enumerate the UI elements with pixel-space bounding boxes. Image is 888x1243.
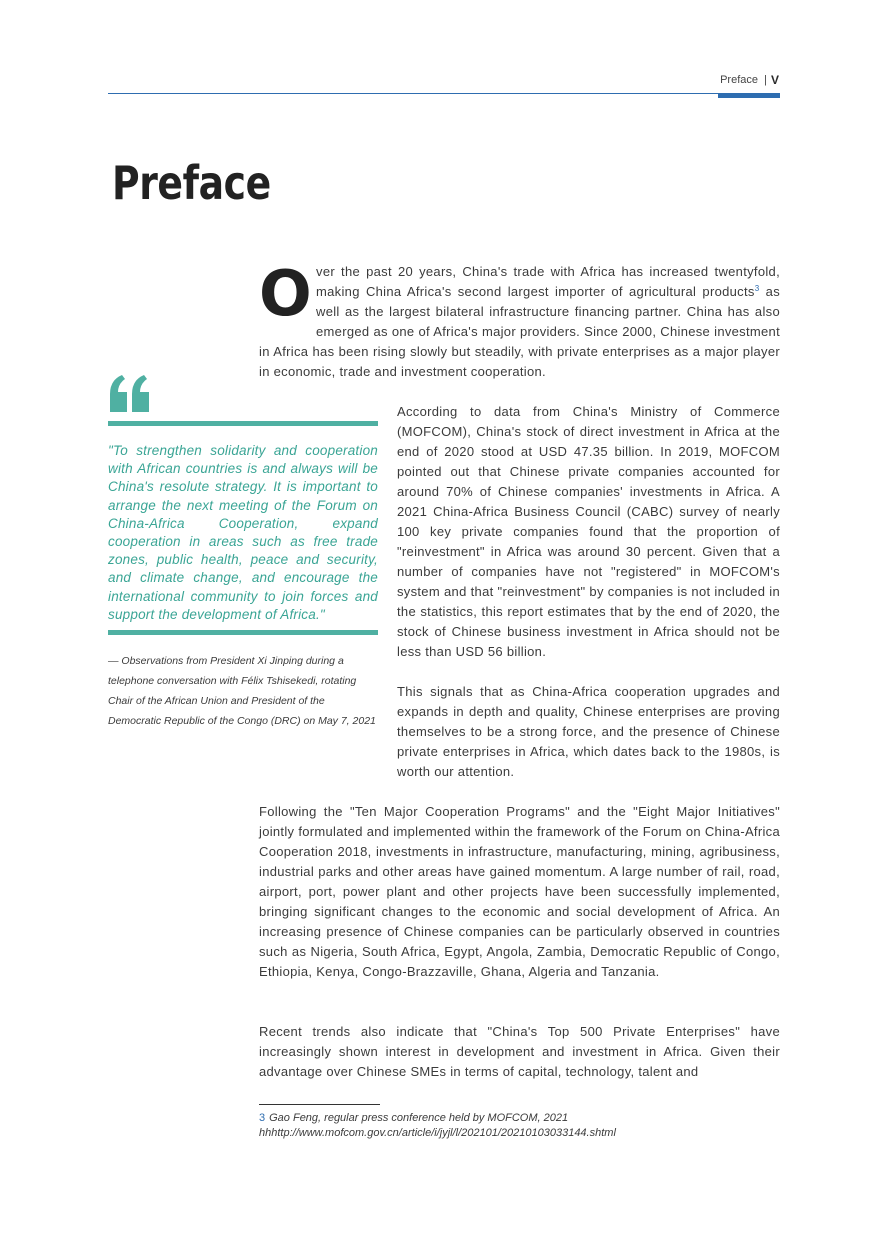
header-rule	[108, 93, 780, 94]
page-title: Preface	[112, 156, 271, 210]
pullquote-text: "To strengthen solidarity and cooperation with African countries is and always will be China's resolute strategy. It is important to arrange the next meeting of the Forum on China-Africa Cooperation, expand cooperation in areas such as free trade zones, public health, peace and security, and climate change, and encourage the international community to join forces and support the development of Africa."	[108, 443, 378, 622]
paragraph-intro-part1: ver the past 20 years, China's trade with Africa has increased twentyfold, making China Africa's second largest importer of agricultural products	[316, 264, 780, 299]
paragraph-mofcom-data: According to data from China's Ministry of Commerce (MOFCOM), China's stock of direct investment in Africa at the end of 2020 stood at USD 47.35 billion. In 2019, MOFCOM pointed out that Chinese private companies accounted for around 70% of Chinese companies' investments in Africa. A 2021 China-Africa Business Council (CABC) survey of nearly 100 key private companies found that the proportion of "reinvestment" in Africa was around 30 percent. Given that a number of companies have not "registered" in MOFCOM's system and that "reinvestment" by companies is not included in the statistics, this report estimates that by the end of 2020, the stock of Chinese business investment in Africa should not be less than USD 56 billion.	[397, 404, 780, 659]
footnote	[259, 1111, 780, 1141]
header-page-number: V	[771, 73, 780, 87]
pullquote-rule-bottom	[108, 630, 378, 635]
paragraph-signals: This signals that as China-Africa cooperation upgrades and expands in depth and quality, Chinese enterprises are proving themselves to be a strong force, and the presence of Chinese private enterprises in Africa, which dates back to the 1980s, is worth our attention.	[397, 684, 780, 779]
paragraph-intro	[259, 257, 780, 382]
footnote-text[interactable]: Gao Feng, regular press conference held by MOFCOM, 2021 hhhttp://www.mofcom.gov.cn/article/i/jyjl/l/202101/20210103033144.shtml	[259, 1112, 616, 1139]
paragraph-intro-part2: as well as the largest bilateral infrastructure financing partner. China has also emerged as one of Africa's major providers. Since 2000, Chinese investment in Africa has been rising slowly but steadily, with private enterprises as a major player in economic, trade and investment cooperation.	[259, 284, 780, 379]
footnote-number: 3	[259, 1112, 266, 1124]
header-section-label: Preface	[720, 74, 758, 86]
header-separator: |	[764, 74, 767, 86]
quote-mark-icon	[108, 374, 152, 412]
pullquote-rule-top	[108, 421, 378, 426]
footnote-reference[interactable]: 3	[754, 284, 760, 293]
paragraph-focac: Following the "Ten Major Cooperation Programs" and the "Eight Major Initiatives" jointly formulated and implemented within the framework of the Forum on China-Africa Cooperation 2018, investments in infrastructure, manufacturing, mining, agribusiness, industrial parks and other areas have gained momentum. A large number of rail, road, airport, port, power plant and other projects have been successfully implemented, bringing significant changes to the economic and social development of Africa. An increasing presence of Chinese companies can be particularly observed in countries such as Nigeria, South Africa, Egypt, Angola, Zambia, Democratic Republic of Congo, Ethiopia, Kenya, Congo-Brazzaville, Ghana, Algeria and Tanzania.	[259, 804, 780, 979]
drop-cap: O	[259, 257, 313, 330]
header-accent-bar	[718, 93, 780, 98]
pullquote-attribution: — Observations from President Xi Jinping during a telephone conversation with Félix Tshisekedi, rotating Chair of the African Union and President of the Democratic Republic of the Congo (DRC) on May 7, 2021	[108, 655, 376, 727]
footnote-rule	[259, 1104, 380, 1105]
paragraph-recent-trends: Recent trends also indicate that "China's Top 500 Private Enterprises" have increasingly shown interest in development and investment in Africa. Given their advantage over Chinese SMEs in terms of capital, technology, talent and	[259, 1024, 780, 1079]
